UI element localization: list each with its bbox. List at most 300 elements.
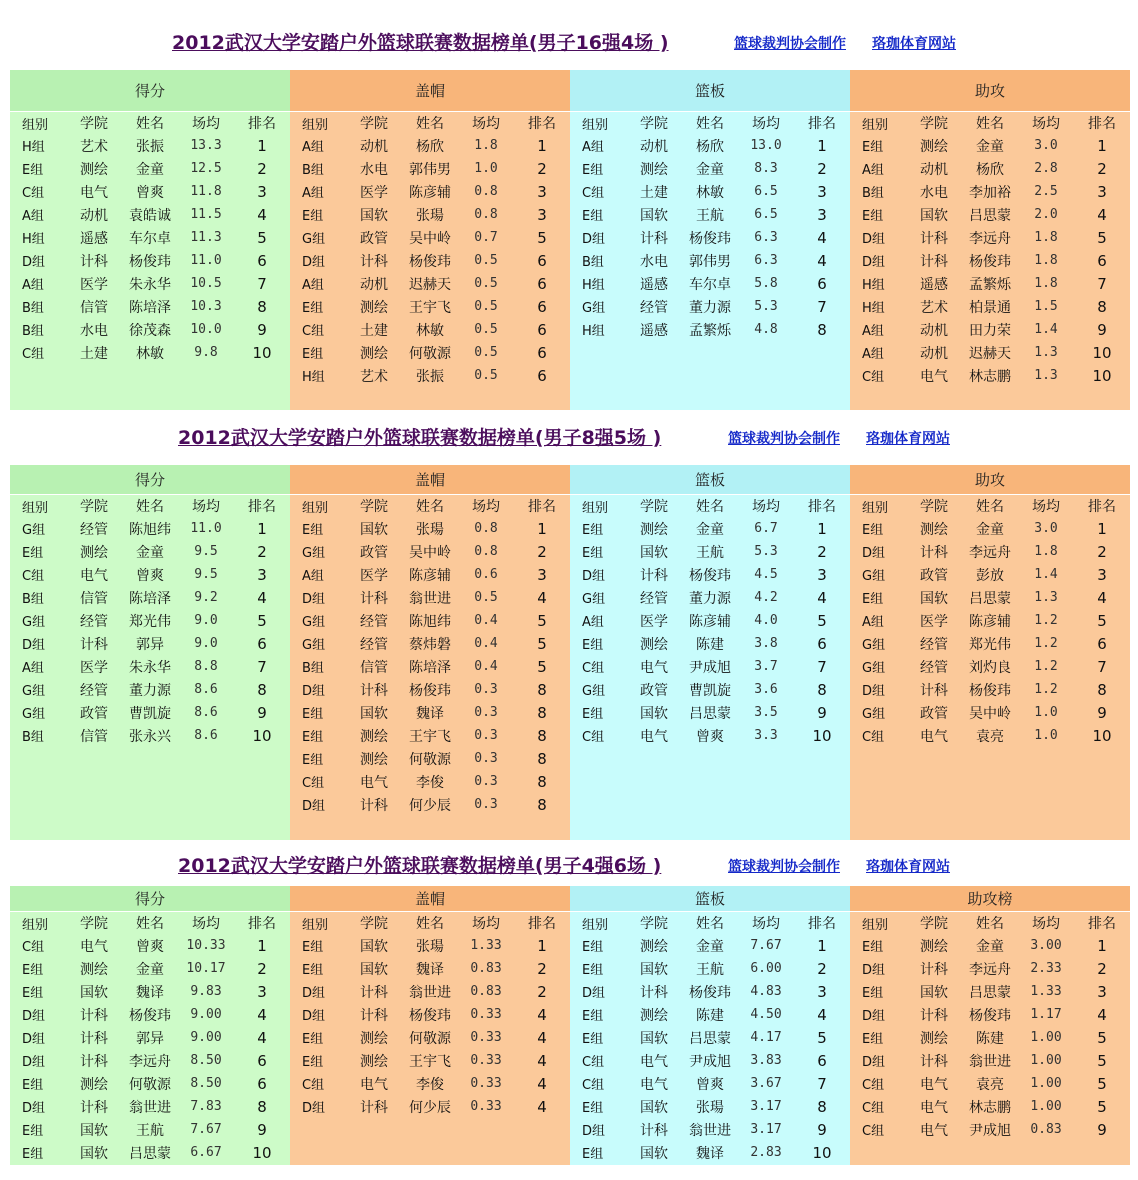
player-name-cell: 刘灼良 [969,659,1011,676]
group-cell: G组 [582,301,606,316]
table-row [850,655,1130,678]
college-cell: 计科 [360,797,388,814]
average-cell: 0.33 [470,1030,502,1045]
college-cell: 信管 [360,659,388,676]
rank-cell: 4 [537,1074,547,1093]
table-row [850,249,1130,272]
college-cell: 计科 [360,682,388,699]
table-row [10,226,290,249]
group-cell: E组 [582,1032,604,1047]
column-header: 组别 [22,917,49,933]
college-cell: 动机 [80,207,108,224]
college-cell: 信管 [80,590,108,607]
rank-cell: 4 [257,1005,267,1024]
college-cell: 经管 [640,590,668,607]
group-cell: E组 [862,592,884,607]
player-name-cell: 金童 [136,961,164,978]
column-header: 场均 [472,916,500,932]
college-cell: 经管 [360,636,388,653]
table-row [570,655,850,678]
college-cell: 测绘 [80,161,108,178]
player-name-cell: 林敏 [136,345,164,362]
college-cell: 动机 [920,161,948,178]
player-name-cell: 何敬源 [129,1076,171,1093]
group-cell: H组 [302,370,325,385]
rank-cell: 3 [817,205,827,224]
player-name-cell: 张瑒 [416,521,444,538]
player-name-cell: 吕思蒙 [969,984,1011,1001]
average-cell: 2.8 [1034,161,1058,176]
college-cell: 计科 [640,230,668,247]
column-header: 排名 [1088,499,1116,515]
luojia-sports-link[interactable]: 珞珈体育网站 [872,36,956,52]
stat-panel-header: 盖帽 [290,70,570,112]
average-cell: 0.5 [474,345,498,360]
average-cell: 0.8 [474,184,498,199]
group-cell: D组 [302,799,326,814]
average-cell: 0.3 [474,728,498,743]
table-row [290,341,570,364]
rank-cell: 4 [537,1051,547,1070]
college-cell: 国软 [640,961,668,978]
player-name-cell: 郑光伟 [129,613,171,630]
table-row [10,632,290,655]
table-row [850,934,1130,957]
college-cell: 计科 [80,636,108,653]
player-name-cell: 蔡炜磐 [409,636,451,653]
luojia-sports-link[interactable]: 珞珈体育网站 [866,431,950,447]
rank-cell: 8 [537,749,547,768]
college-cell: 电气 [640,728,668,745]
average-cell: 13.3 [190,138,222,153]
player-name-cell: 陈彦辅 [409,567,451,584]
average-cell: 4.83 [750,984,782,999]
rank-cell: 7 [817,657,827,676]
rank-cell: 4 [817,228,827,247]
rank-cell: 5 [257,228,267,247]
group-cell: G组 [582,592,606,607]
rank-cell: 8 [1097,680,1107,699]
average-cell: 1.8 [1034,230,1058,245]
average-cell: 7.67 [190,1122,222,1137]
table-row [850,540,1130,563]
table-row [290,1072,570,1095]
college-cell: 测绘 [640,938,668,955]
table-row [570,563,850,586]
stat-panel-header: 得分 [10,465,290,495]
player-name-cell: 董力源 [689,299,731,316]
table-row [290,678,570,701]
group-cell: B组 [22,301,44,316]
group-cell: E组 [582,940,604,955]
section-title-row [10,851,1130,891]
player-name-cell: 徐茂森 [129,322,171,339]
college-cell: 计科 [640,567,668,584]
player-name-cell: 何少辰 [409,797,451,814]
referee-association-link[interactable]: 篮球裁判协会制作 [734,36,846,52]
average-cell: 1.4 [1034,322,1058,337]
group-cell: E组 [582,546,604,561]
college-cell: 医学 [360,184,388,201]
column-header: 场均 [752,916,780,932]
table-row [570,318,850,341]
average-cell: 8.6 [194,728,218,743]
table-row [10,540,290,563]
average-cell: 1.00 [1030,1053,1062,1068]
average-cell: 5.3 [754,299,778,314]
rank-cell: 8 [1097,297,1107,316]
rank-cell: 5 [1097,611,1107,630]
average-cell: 1.8 [1034,253,1058,268]
group-cell: E组 [302,963,324,978]
player-name-cell: 杨俊玮 [689,567,731,584]
average-cell: 13.0 [750,138,782,153]
rank-cell: 3 [257,182,267,201]
college-cell: 计科 [920,544,948,561]
group-cell: D组 [22,255,46,270]
group-cell: D组 [582,569,606,584]
rank-cell: 4 [257,205,267,224]
college-cell: 水电 [920,184,948,201]
college-cell: 电气 [360,1076,388,1093]
rank-cell: 8 [817,320,827,339]
player-name-cell: 迟赫天 [409,276,451,293]
average-cell: 0.6 [474,567,498,582]
column-headers [290,112,570,134]
average-cell: 4.8 [754,322,778,337]
college-cell: 电气 [640,1053,668,1070]
college-cell: 测绘 [640,161,668,178]
average-cell: 0.83 [470,984,502,999]
average-cell: 0.4 [474,659,498,674]
column-header: 组别 [302,917,329,933]
player-name-cell: 杨欣 [976,161,1004,178]
stat-panel-header: 篮板 [570,465,850,495]
table-row [850,1118,1130,1141]
column-header: 排名 [808,116,836,132]
referee-association-link[interactable]: 篮球裁判协会制作 [728,431,840,447]
average-cell: 8.8 [194,659,218,674]
table-row [850,632,1130,655]
rank-cell: 9 [257,703,267,722]
group-cell: D组 [22,1009,46,1024]
table-row [850,1095,1130,1118]
table-row [570,157,850,180]
average-cell: 11.3 [190,230,222,245]
rank-cell: 6 [537,366,547,385]
stat-panel [290,886,570,1165]
average-cell: 3.5 [754,705,778,720]
table-row [290,747,570,770]
luojia-sports-link[interactable]: 珞珈体育网站 [866,859,950,875]
average-cell: 0.7 [474,230,498,245]
average-cell: 9.00 [190,1007,222,1022]
average-cell: 1.00 [1030,1030,1062,1045]
college-cell: 经管 [640,299,668,316]
table-row [10,1026,290,1049]
column-header: 排名 [1088,916,1116,932]
group-cell: A组 [582,615,604,630]
player-name-cell: 张振 [416,368,444,385]
player-name-cell: 车尔卓 [129,230,171,247]
group-cell: E组 [582,163,604,178]
table-row [10,517,290,540]
player-name-cell: 杨俊玮 [969,682,1011,699]
group-cell: D组 [862,1055,886,1070]
average-cell: 0.3 [474,705,498,720]
column-header: 学院 [360,116,388,132]
average-cell: 9.2 [194,590,218,605]
college-cell: 计科 [360,253,388,270]
stat-panel-header: 盖帽 [290,465,570,495]
college-cell: 动机 [920,345,948,362]
player-name-cell: 陈旭纬 [129,521,171,538]
player-name-cell: 李加裕 [969,184,1011,201]
column-header: 姓名 [696,499,724,515]
stat-panel [850,465,1130,840]
section-title: 2012武汉大学安踏户外篮球联赛数据榜单(男子16强4场 ) [172,32,669,54]
average-cell: 3.83 [750,1053,782,1068]
college-cell: 计科 [920,1007,948,1024]
player-name-cell: 李远舟 [129,1053,171,1070]
college-cell: 政管 [920,567,948,584]
average-cell: 0.5 [474,368,498,383]
college-cell: 艺术 [360,368,388,385]
group-cell: G组 [862,638,886,653]
group-cell: A组 [862,615,884,630]
college-cell: 测绘 [360,728,388,745]
column-header: 学院 [80,916,108,932]
column-header: 场均 [192,499,220,515]
average-cell: 12.5 [190,161,222,176]
college-cell: 计科 [640,984,668,1001]
rank-cell: 9 [257,1120,267,1139]
college-cell: 计科 [360,1099,388,1116]
group-cell: H组 [582,324,605,339]
average-cell: 3.17 [750,1099,782,1114]
table-row [850,609,1130,632]
player-name-cell: 林敏 [696,184,724,201]
group-cell: C组 [22,940,45,955]
group-cell: E组 [22,986,44,1001]
table-row [10,341,290,364]
player-name-cell: 曹凯旋 [689,682,731,699]
rank-cell: 3 [1097,182,1107,201]
average-cell: 1.00 [1030,1076,1062,1091]
column-header: 排名 [528,499,556,515]
college-cell: 国软 [640,1030,668,1047]
group-cell: D组 [302,684,326,699]
average-cell: 0.4 [474,613,498,628]
rank-cell: 1 [817,519,827,538]
college-cell: 电气 [80,938,108,955]
rank-cell: 4 [1097,205,1107,224]
column-header: 姓名 [136,916,164,932]
player-name-cell: 王航 [136,1122,164,1139]
group-cell: B组 [22,324,44,339]
column-header: 场均 [1032,116,1060,132]
group-cell: C组 [862,1124,885,1139]
table-row [570,249,850,272]
stat-panels [10,70,1130,410]
column-header: 学院 [640,116,668,132]
average-cell: 0.5 [474,276,498,291]
table-row [10,655,290,678]
player-name-cell: 吕思蒙 [689,705,731,722]
group-cell: D组 [862,546,886,561]
college-cell: 电气 [920,1122,948,1139]
rank-cell: 2 [817,959,827,978]
average-cell: 1.3 [1034,368,1058,383]
player-name-cell: 杨俊玮 [689,984,731,1001]
average-cell: 0.3 [474,751,498,766]
average-cell: 10.33 [186,938,226,953]
average-cell: 2.5 [1034,184,1058,199]
table-row [10,678,290,701]
column-header: 学院 [920,116,948,132]
stat-panel [850,886,1130,1165]
group-cell: A组 [862,163,884,178]
rank-cell: 1 [1097,519,1107,538]
table-row [10,701,290,724]
college-cell: 测绘 [920,938,948,955]
rank-cell: 4 [537,588,547,607]
rank-cell: 10 [1092,366,1112,385]
college-cell: 国软 [920,984,948,1001]
column-header: 场均 [472,499,500,515]
average-cell: 9.5 [194,567,218,582]
average-cell: 3.6 [754,682,778,697]
rank-cell: 1 [257,519,267,538]
stat-panel [290,70,570,410]
group-cell: E组 [302,347,324,362]
college-cell: 测绘 [80,961,108,978]
average-cell: 1.8 [474,138,498,153]
group-cell: C组 [862,370,885,385]
college-cell: 电气 [80,567,108,584]
college-cell: 国软 [920,207,948,224]
player-name-cell: 曾爽 [696,1076,724,1093]
average-cell: 8.6 [194,705,218,720]
college-cell: 政管 [640,682,668,699]
college-cell: 测绘 [360,345,388,362]
section-title: 2012武汉大学安踏户外篮球联赛数据榜单(男子8强5场 ) [178,427,662,449]
player-name-cell: 金童 [976,521,1004,538]
stat-panel [850,70,1130,410]
table-row [10,934,290,957]
table-row [850,341,1130,364]
average-cell: 1.0 [1034,728,1058,743]
average-cell: 3.3 [754,728,778,743]
college-cell: 医学 [80,276,108,293]
group-cell: E组 [582,1009,604,1024]
rank-cell: 9 [817,703,827,722]
college-cell: 动机 [640,138,668,155]
referee-association-link[interactable]: 篮球裁判协会制作 [728,859,840,875]
rank-cell: 1 [817,936,827,955]
average-cell: 8.50 [190,1076,222,1091]
rank-cell: 6 [1097,634,1107,653]
stat-panel-header: 助攻 [850,70,1130,112]
college-cell: 计科 [640,1122,668,1139]
average-cell: 9.0 [194,636,218,651]
table-row [570,957,850,980]
college-cell: 计科 [920,682,948,699]
group-cell: C组 [582,661,605,676]
rank-cell: 6 [257,251,267,270]
college-cell: 经管 [920,636,948,653]
stat-panel [570,70,850,410]
rank-cell: 10 [252,1143,272,1162]
player-name-cell: 董力源 [689,590,731,607]
column-header: 排名 [808,499,836,515]
group-cell: E组 [302,209,324,224]
table-row [570,517,850,540]
column-headers [290,912,570,934]
table-row [850,1072,1130,1095]
table-row [10,157,290,180]
group-cell: H组 [22,232,45,247]
player-name-cell: 车尔卓 [689,276,731,293]
group-cell: E组 [862,209,884,224]
column-headers [570,912,850,934]
group-cell: G组 [22,707,46,722]
rank-cell: 5 [817,1028,827,1047]
table-row [10,295,290,318]
column-headers [10,112,290,134]
group-cell: D组 [302,1009,326,1024]
column-headers [850,912,1130,934]
player-name-cell: 吴中岭 [409,544,451,561]
college-cell: 电气 [920,368,948,385]
player-name-cell: 尹成旭 [689,1053,731,1070]
group-cell: A组 [22,661,44,676]
table-row [10,134,290,157]
table-row [850,1003,1130,1026]
group-cell: D组 [862,684,886,699]
average-cell: 0.33 [470,1053,502,1068]
average-cell: 6.00 [750,961,782,976]
column-header: 排名 [248,499,276,515]
group-cell: D组 [302,255,326,270]
group-cell: E组 [22,163,44,178]
leaderboard-section [10,851,1130,1165]
average-cell: 1.8 [1034,276,1058,291]
stat-panel [290,465,570,840]
college-cell: 国软 [640,207,668,224]
player-name-cell: 张瑒 [416,938,444,955]
table-row [290,180,570,203]
column-header: 姓名 [976,116,1004,132]
rank-cell: 2 [257,542,267,561]
stat-panel-header: 助攻榜 [850,886,1130,912]
table-row [850,364,1130,387]
table-row [10,1049,290,1072]
college-cell: 计科 [920,230,948,247]
group-cell: D组 [582,232,606,247]
player-name-cell: 金童 [976,138,1004,155]
table-row [570,1072,850,1095]
player-name-cell: 董力源 [129,682,171,699]
college-cell: 国软 [920,590,948,607]
table-row [570,1003,850,1026]
table-row [290,563,570,586]
column-header: 学院 [360,499,388,515]
average-cell: 1.3 [1034,345,1058,360]
player-name-cell: 张振 [136,138,164,155]
average-cell: 9.00 [190,1030,222,1045]
college-cell: 国软 [360,961,388,978]
